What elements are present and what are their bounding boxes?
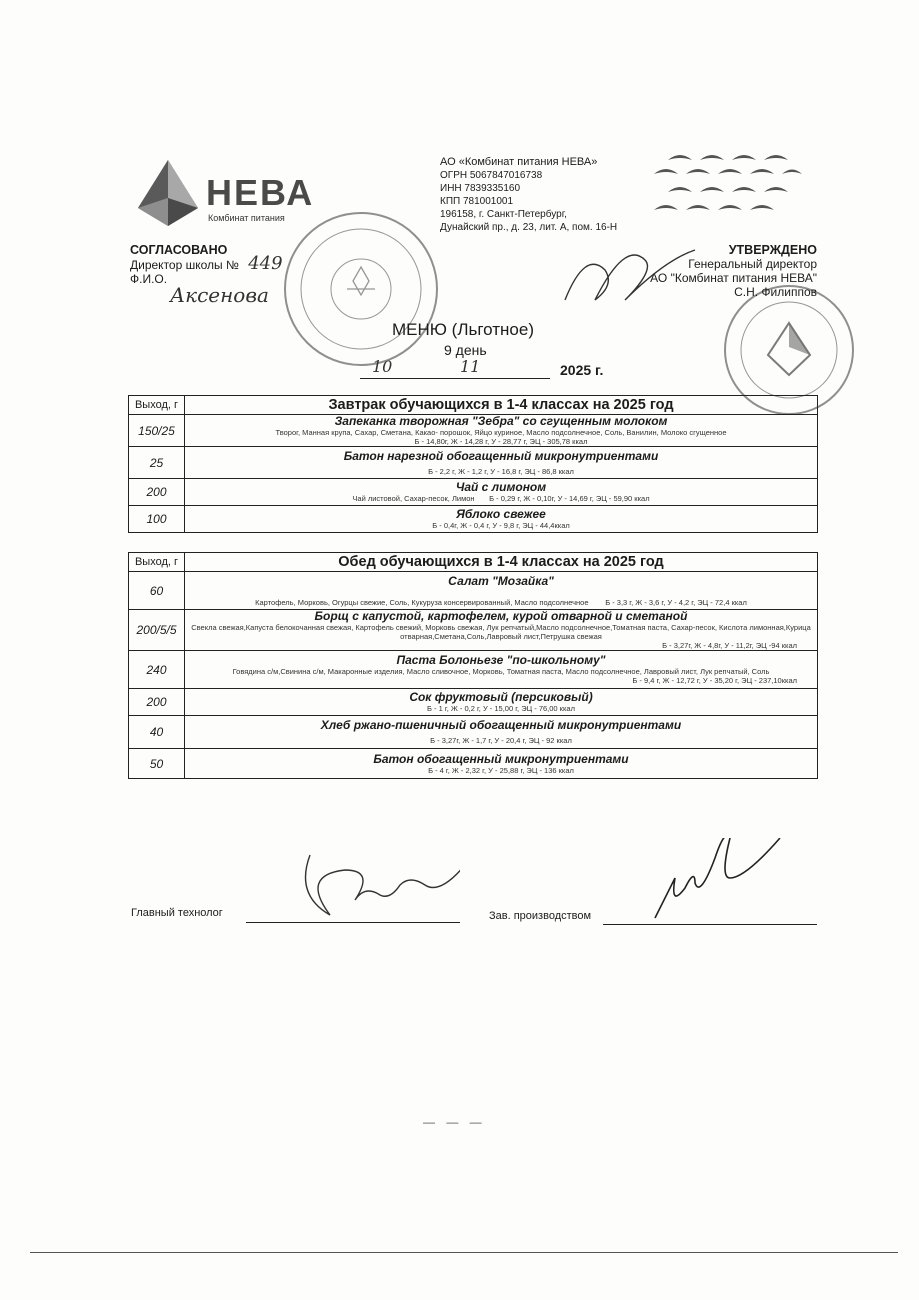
table-row <box>129 572 818 610</box>
agreed-title: СОГЛАСОВАНО <box>130 243 228 257</box>
dish-nutrition: Б - 0,29 г, Ж - 0,10г, У - 14,69 г, ЭЦ - 59,90 ккал <box>489 494 650 503</box>
company-ogrn: ОГРН 5067847016738 <box>440 170 543 181</box>
dish-ingredients-nutrition <box>185 494 817 503</box>
date-month: 11 <box>460 357 481 376</box>
table-row <box>129 716 818 749</box>
dish-name: Борщ с капустой, картофелем, курой отварной и сметаной <box>314 609 688 623</box>
dish-ingredients: Говядина с/м,Свинина с/м, Макаронные изделия, Масло сливочное, Морковь, Томатная паста, Масло подсолнечное, Лавровый лист, Лук репчатый, Соль <box>232 667 770 676</box>
school-stamp <box>281 209 441 369</box>
date-day: 10 <box>372 357 393 376</box>
row-weight: 50 <box>129 749 185 779</box>
dish-name: Яблоко свежее <box>456 507 546 521</box>
agreed-block <box>130 243 283 307</box>
row-weight: 200/5/5 <box>129 610 185 651</box>
fio-label: Ф.И.О. <box>130 272 168 286</box>
production-head-label: Зав. производством <box>489 910 592 922</box>
row-weight: 150/25 <box>129 415 185 447</box>
company-address-1: 196158, г. Санкт-Петербург, <box>440 209 567 220</box>
row-weight: 40 <box>129 716 185 749</box>
company-inn: ИНН 7839335160 <box>440 183 521 194</box>
company-address-2: Дунайский пр., д. 23, лит. А, пом. 16-Н <box>440 222 618 233</box>
table-row <box>129 479 818 506</box>
meal-header: Завтрак обучающихся в 1-4 классах на 2025 год <box>185 396 818 415</box>
dish-ingredients: Свекла свежая,Капуста белокочанная свежая, Картофель свежий, Морковь свежая, Лук репчатый,Масло подсолнечное,Томатная паста, Сахар-песок, Кислота лимонная,Курица отварная,Сметана,Соль,Лавровый лист,Петрушка свежая <box>191 623 811 641</box>
doc-title: МЕНЮ (Льготное) <box>392 320 535 339</box>
approved-title: УТВЕРЖДЕНО <box>728 243 817 257</box>
company-kpp: КПП 781001001 <box>440 196 514 207</box>
footer-dashes: — — — <box>423 1115 486 1129</box>
bottom-rule <box>30 1252 898 1253</box>
table-row <box>129 749 818 779</box>
dish-nutrition: Б - 4 г, Ж - 2,32 г, У - 25,88 г, ЭЦ - 136 ккал <box>428 765 574 775</box>
wave-pattern-icon <box>654 152 804 222</box>
dish-name: Сок фруктовый (персиковый) <box>409 690 593 704</box>
approved-position: Генеральный директор <box>688 257 817 271</box>
approved-name: С.Н. Филиппов <box>734 285 817 299</box>
row-weight: 60 <box>129 572 185 610</box>
production-head-signature <box>650 838 790 930</box>
row-weight: 200 <box>129 479 185 506</box>
dish-name: Салат "Мозайка" <box>448 573 554 588</box>
dish-nutrition: Б - 14,80г, Ж - 14,28 г, У - 28,77 г, ЭЦ - 305,78 ккал <box>414 437 588 446</box>
dish-ingredients: Картофель, Морковь, Огурцы свежие, Соль, Кукуруза консервированный, Масло подсолнечное <box>255 597 589 607</box>
row-weight: 240 <box>129 651 185 689</box>
dish-ingredients-nutrition <box>185 598 817 607</box>
dish-nutrition: Б - 3,27г, Ж - 1,7 г, У - 20,4 г, ЭЦ - 92 ккал <box>430 736 572 745</box>
table-row <box>129 506 818 533</box>
row-weight: 25 <box>129 447 185 479</box>
approved-company: АО "Комбинат питания НЕВА" <box>650 271 817 285</box>
company-name: АО «Комбинат питания НЕВА» <box>440 156 598 168</box>
dish-name: Хлеб ржано-пшеничный обогащенный микронутриентами <box>320 718 682 732</box>
director-line <box>130 253 283 274</box>
chief-technologist-signature <box>290 845 460 930</box>
table-row <box>129 447 818 479</box>
dish-nutrition: Б - 0,4г, Ж - 0,4 г, У - 9,8 г, ЭЦ - 44,4ккал <box>432 521 570 530</box>
dish-nutrition: Б - 2,2 г, Ж - 1,2 г, У - 16,8 г, ЭЦ - 86,8 ккал <box>428 466 574 476</box>
dish-ingredients: Чай листовой, Сахар-песок, Лимон <box>352 494 475 503</box>
director-signature: Аксенова <box>170 283 269 307</box>
date-year: 2025 г. <box>560 362 604 378</box>
school-number: 449 <box>248 253 283 274</box>
weight-header: Выход, г <box>129 553 185 572</box>
dish-name: Батон нарезной обогащенный микронутриентами <box>343 448 659 463</box>
director-label: Директор школы № <box>130 258 239 272</box>
lunch-table <box>128 552 818 779</box>
company-details <box>440 156 617 234</box>
breakfast-table <box>128 395 818 533</box>
logo-crystal-icon <box>136 158 200 228</box>
logo-subtitle: Комбинат питания <box>208 213 285 223</box>
row-weight: 100 <box>129 506 185 533</box>
table-row <box>129 415 818 447</box>
dish-nutrition: Б - 9,4 г, Ж - 12,72 г, У - 35,20 г, ЭЦ - 237,10ккал <box>632 676 797 685</box>
dish-ingredients: Творог, Манная крупа, Сахар, Сметана, Какао- порошок, Яйцо куриное, Масло подсолнечное, Соль, Ванилин, Молоко сгущенное <box>275 428 727 437</box>
meal-header: Обед обучающихся в 1-4 классах на 2025 год <box>185 553 818 572</box>
doc-day: 9 день <box>444 342 487 358</box>
row-weight: 200 <box>129 689 185 716</box>
table-row <box>129 651 818 689</box>
table-header-row <box>129 553 818 572</box>
table-row <box>129 610 818 651</box>
dish-name: Паста Болоньезе "по-школьному" <box>396 653 606 667</box>
dish-nutrition: Б - 3,27г, Ж - 4,8г, У - 11,2г, ЭЦ -94 ккал <box>662 641 797 650</box>
logo-word: НЕВА <box>206 172 315 213</box>
chief-technologist-label: Главный технолог <box>131 907 223 919</box>
weight-header: Выход, г <box>129 396 185 415</box>
dish-name: Батон обогащенный микронутриентами <box>373 751 629 766</box>
dish-nutrition: Б - 3,3 г, Ж - 3,6 г, У - 4,2 г, ЭЦ - 72,4 ккал <box>605 597 747 607</box>
table-header-row <box>129 396 818 415</box>
director-signature-scribble <box>560 240 710 320</box>
table-row <box>129 689 818 716</box>
dish-nutrition: Б - 1 г, Ж - 0,2 г, У - 15,00 г, ЭЦ - 76,00 ккал <box>427 704 575 713</box>
dish-name: Запеканка творожная "Зебра" со сгущенным молоком <box>334 414 668 428</box>
dish-name: Чай с лимоном <box>455 480 547 494</box>
